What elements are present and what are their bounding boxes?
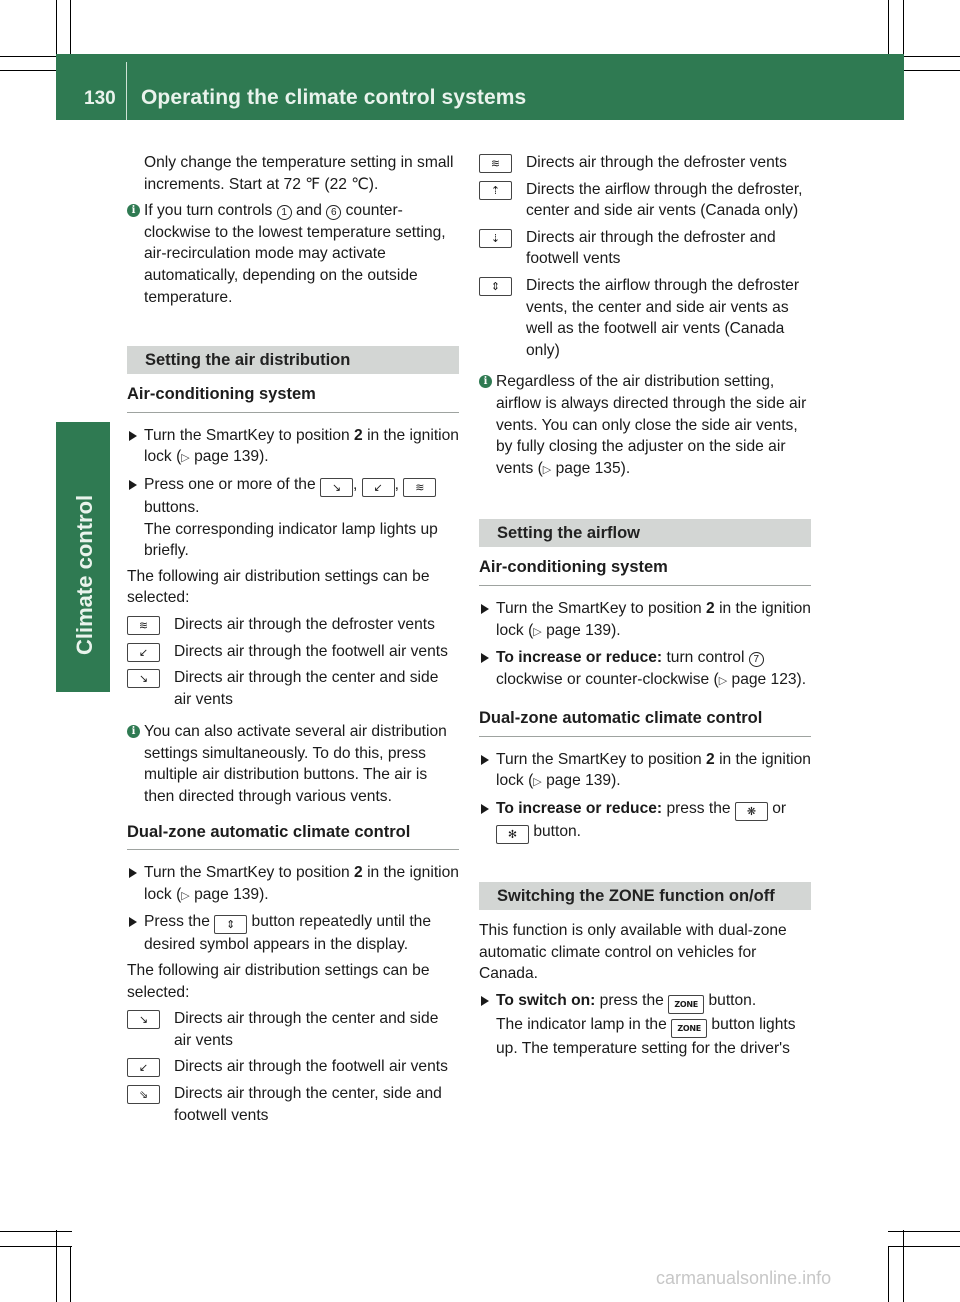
header-divider: [126, 62, 127, 120]
step-arrow-icon: [481, 653, 489, 663]
step-arrow-icon: [129, 431, 137, 441]
instruction-step: Press the ⇕ button repeatedly until the desired symbol appears in the display.: [127, 911, 459, 956]
all-vents-icon: ⇕: [479, 277, 512, 296]
setting-row: ↙ Directs air through the footwell air vents: [127, 641, 459, 663]
info-icon: i: [479, 375, 492, 388]
subsection-heading: Dual-zone automatic climate control: [127, 822, 459, 851]
crop-mark: [70, 1246, 71, 1302]
step-arrow-icon: [129, 868, 137, 878]
setting-row: ≋ Directs air through the defroster vents: [127, 614, 459, 636]
watermark[interactable]: carmanualsonline.info: [656, 1268, 832, 1288]
footwell-vent-icon: ↙: [127, 1058, 160, 1077]
setting-row: ↙ Directs air through the footwell air vents: [127, 1056, 459, 1078]
control-6-icon: 6: [326, 205, 341, 220]
instruction-step: To increase or reduce: press the ❋ or ✻ button.: [479, 798, 811, 844]
info-icon: i: [127, 204, 140, 217]
page-ref-icon: ▷: [718, 674, 728, 687]
page-ref-icon: ▷: [181, 452, 190, 465]
chapter-label: Climate control: [72, 494, 97, 655]
right-column: [479, 152, 811, 1063]
crop-mark: [888, 1246, 960, 1247]
defrost-vent-button-icon: ≋: [403, 478, 436, 497]
center-footwell-vent-icon: ⇘: [127, 1085, 160, 1104]
air-distribution-button-icon: ⇕: [214, 915, 247, 934]
info-note: i You can also activate several air distribution settings simultaneously. To do this, press multiple air distribution buttons. The air is then directed through various vents.: [127, 721, 459, 807]
setting-row: ⇘ Directs air through the center, side and footwell vents: [127, 1083, 459, 1126]
control-7-icon: 7: [749, 652, 764, 667]
defrost-vent-icon: ≋: [479, 154, 512, 173]
setting-row: ⇕ Directs the airflow through the defroster vents, the center and side air vents as well as the footwell air vents (Canada only): [479, 275, 811, 361]
control-1-icon: 1: [277, 205, 292, 220]
instruction-step: To increase or reduce: turn control 7 clockwise or counter-clockwise (▷ page 123).: [479, 647, 811, 692]
airflow-increase-button-icon: ❋: [735, 802, 768, 821]
page-ref-icon: ▷: [533, 776, 542, 789]
paragraph: This function is only available with dual-zone automatic climate control on vehicles for Canada.: [479, 922, 787, 983]
intro-text: Only change the temperature setting in small increments. Start at 72 ℉ (22 ℃).: [144, 154, 454, 193]
info-note: i If you turn controls 1 and 6 counter-clockwise to the lowest temperature setting, air-recirculation mode may activate automatically, depending on the outside temperature.: [127, 200, 459, 308]
section-heading: Setting the air distribution: [127, 346, 459, 374]
setting-row: ⇣ Directs air through the defroster and footwell vents: [479, 227, 811, 270]
step-arrow-icon: [481, 804, 489, 814]
paragraph: The following air distribution settings can be selected:: [127, 962, 430, 1001]
step-arrow-icon: [481, 604, 489, 614]
instruction-step: To switch on: press the ZONE button. The indicator lamp in the ZONE button lights up. The temperature setting for the driver's: [479, 990, 811, 1060]
instruction-step: Turn the SmartKey to position 2 in the ignition lock (▷ page 139).: [479, 749, 811, 794]
crop-mark: [0, 1246, 72, 1247]
footwell-vent-button-icon: ↙: [362, 478, 395, 497]
step-arrow-icon: [481, 755, 489, 765]
crop-mark: [56, 1230, 57, 1302]
step-arrow-icon: [481, 996, 489, 1006]
instruction-step: Turn the SmartKey to position 2 in the ignition lock (▷ page 139).: [127, 862, 459, 907]
section-heading: Switching the ZONE function on/off: [479, 882, 811, 910]
step-arrow-icon: [129, 917, 137, 927]
page-number: 130: [84, 88, 116, 109]
center-vent-button-icon: ↘: [320, 478, 353, 497]
setting-row: ↘ Directs air through the center and side air vents: [127, 667, 459, 710]
subsection-heading: Dual-zone automatic climate control: [479, 708, 811, 737]
center-vent-icon: ↘: [127, 1010, 160, 1029]
defrost-footwell-vent-icon: ⇣: [479, 229, 512, 248]
crop-mark: [903, 1230, 904, 1302]
subsection-heading: Air-conditioning system: [127, 384, 459, 413]
crop-mark: [888, 1246, 889, 1302]
crop-mark: [0, 1231, 72, 1232]
zone-button-icon: ZONE: [668, 995, 704, 1014]
section-heading: Setting the airflow: [479, 519, 811, 547]
setting-row: ⇡ Directs the airflow through the defroster, center and side air vents (Canada only): [479, 179, 811, 222]
info-icon: i: [127, 725, 140, 738]
step-arrow-icon: [129, 480, 137, 490]
info-note: i Regardless of the air distribution setting, airflow is always directed through the side air vents. You can only close the side air vents, by fully closing the adjuster on the side air vents (▷ page 135).: [479, 371, 811, 481]
center-vent-icon: ↘: [127, 669, 160, 688]
paragraph: The following air distribution settings can be selected:: [127, 567, 430, 607]
setting-row: ≋ Directs air through the defroster vents: [479, 152, 811, 174]
defrost-center-vent-icon: ⇡: [479, 181, 512, 200]
page-ref-icon: ▷: [533, 625, 542, 638]
zone-button-icon: ZONE: [671, 1019, 707, 1038]
instruction-step: Turn the SmartKey to position 2 in the ignition lock (▷ page 139).: [127, 425, 459, 470]
subsection-heading: Air-conditioning system: [479, 557, 811, 586]
left-column: [127, 152, 459, 1131]
instruction-step: Turn the SmartKey to position 2 in the ignition lock (▷ page 139).: [479, 598, 811, 643]
page-ref-icon: ▷: [542, 463, 552, 476]
instruction-step: Press one or more of the ↘ , ↙ , ≋ buttons. The corresponding indicator lamp lights up briefly.: [127, 474, 459, 562]
setting-row: ↘ Directs air through the center and side air vents: [127, 1008, 459, 1051]
airflow-decrease-button-icon: ✻: [496, 825, 529, 844]
crop-mark: [888, 1231, 960, 1232]
footwell-vent-icon: ↙: [127, 643, 160, 662]
page-ref-icon: ▷: [181, 889, 190, 902]
page-title: Operating the climate control systems: [141, 86, 527, 109]
defrost-vent-icon: ≋: [127, 616, 160, 635]
